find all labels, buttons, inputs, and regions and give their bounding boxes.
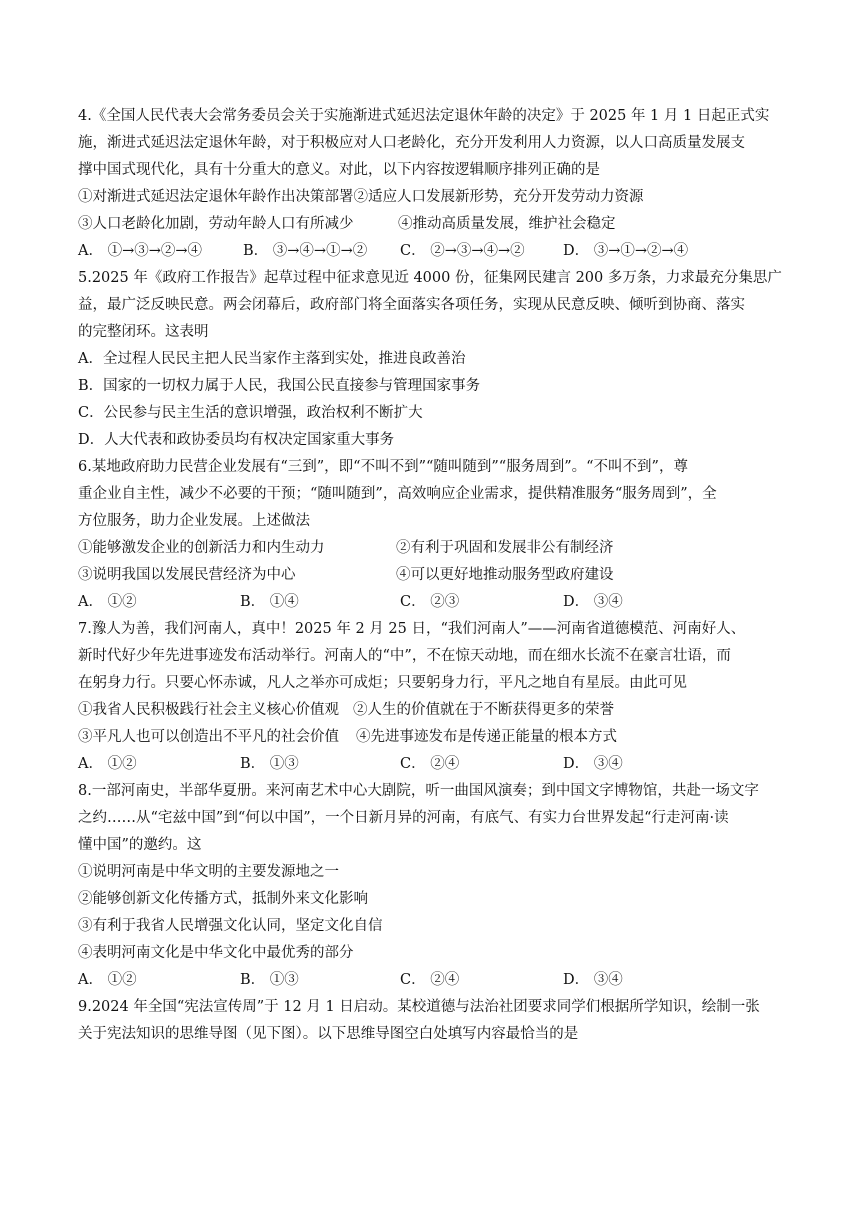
question-4-items-row: [78, 211, 784, 238]
question-8-item-1: ①说明河南是中华文明的主要发源地之一: [78, 864, 339, 880]
question-6-item-3: ③说明我国以发展民营经济为中心: [78, 567, 296, 583]
question-5-stem-line-1: 5.2025 年《政府工作报告》起草过程中征求意见近 4000 份，征集网民建言 200 多万条，力求最充分集思广: [78, 270, 782, 286]
question-7-option-a[interactable]: A． ①②: [78, 756, 137, 772]
question-8-option-d[interactable]: D． ③④: [563, 972, 623, 988]
question-9: [78, 994, 784, 1048]
question-6-option-c[interactable]: C． ②③: [400, 594, 460, 610]
question-7-stem-line-1: 7.豫人为善，我们河南人，真中！2025 年 2 月 25 日，“我们河南人”——河南省道德模范、河南好人、: [78, 621, 746, 637]
question-8-stem-line-2: 之约……从“宅兹中国”到“何以中国”，一个日新月异的河南，有底气、有实力台世界发起“行走河南·读: [78, 810, 729, 826]
question-5-stem-line-2: 益，最广泛反映民意。两会闭幕后，政府部门将全面落实各项任务，实现从民意反映、倾听到协商、落实: [78, 297, 745, 313]
question-6-stem-line-1: 6.某地政府助力民营企业发展有“三到”，即“不叫不到”“随叫随到”“服务周到”。“不叫不到”，尊: [78, 459, 688, 475]
question-5-choice-a[interactable]: A．全过程人民民主把人民当家作主落到实处，推进良政善治: [78, 351, 466, 367]
question-6-item-2: ②有利于巩固和发展非公有制经济: [396, 540, 614, 556]
question-8-item-3: ③有利于我省人民增强文化认同，坚定文化自信: [78, 918, 383, 934]
question-4-item-1-2: ①对渐进式延迟法定退休年龄作出决策部署②适应人口发展新形势，充分开发劳动力资源: [78, 189, 644, 205]
question-4-stem-line-3: 撑中国式现代化，具有十分重大的意义。对此，以下内容按逻辑顺序排列正确的是: [78, 162, 600, 178]
question-6-item-4: ④可以更好地推动服务型政府建设: [396, 567, 614, 583]
question-5: [78, 265, 784, 454]
question-8-item-4: ④表明河南文化是中华文化中最优秀的部分: [78, 945, 354, 961]
question-6-options: [78, 589, 784, 616]
question-8-options: [78, 967, 784, 994]
question-4-item-4: ④推动高质量发展，维护社会稳定: [398, 216, 616, 232]
question-5-choice-d[interactable]: D．人大代表和政协委员均有权决定国家重大事务: [78, 432, 395, 448]
question-7-option-d[interactable]: D． ③④: [563, 756, 623, 772]
question-8: [78, 778, 784, 994]
question-7-item-2: ②人生的价值就在于不断获得更多的荣誉: [353, 702, 614, 718]
question-7-stem-line-2: 新时代好少年先进事迹发布活动举行。河南人的“中”，不在惊天动地，而在细水长流不在豪言壮语，而: [78, 648, 731, 664]
question-5-stem-line-3: 的完整闭环。这表明: [78, 324, 209, 340]
question-7: [78, 616, 784, 778]
question-6-item-1: ①能够激发企业的创新活力和内生动力: [78, 540, 325, 556]
question-4-option-c[interactable]: C． ②→③→④→②: [400, 243, 525, 259]
question-7-stem-line-3: 在躬身力行。只要心怀赤诚，凡人之举亦可成炬；只要躬身力行，平凡之地自有星辰。由此可见: [78, 675, 687, 691]
question-6-option-a[interactable]: A． ①②: [78, 594, 137, 610]
question-4-stem-line-2: 施，渐进式延迟法定退休年龄，对于积极应对人口老龄化，充分开发利用人力资源，以人口高质量发展支: [78, 135, 745, 151]
question-4-option-b[interactable]: B． ③→④→①→②: [243, 243, 368, 259]
question-4: [78, 103, 784, 265]
question-4-option-d[interactable]: D． ③→①→②→④: [563, 243, 689, 259]
question-8-option-b[interactable]: B． ①③: [240, 972, 299, 988]
question-8-stem-line-3: 懂中国”的邀约。这: [78, 837, 202, 853]
question-6-items-row-1: [78, 535, 784, 562]
question-9-stem-line-2: 关于宪法知识的思维导图（见下图）。以下思维导图空白处填写内容最恰当的是: [78, 1026, 579, 1042]
question-4-stem-line-1: 4.《全国人民代表大会常务委员会关于实施渐进式延迟法定退休年龄的决定》于 2025 年 1 月 1 日起正式实: [78, 108, 770, 124]
question-5-choice-b[interactable]: B．国家的一切权力属于人民，我国公民直接参与管理国家事务: [78, 378, 481, 394]
question-8-item-2: ②能够创新文化传播方式，抵制外来文化影响: [78, 891, 368, 907]
question-7-items-row-2: [78, 724, 784, 751]
question-7-options: [78, 751, 784, 778]
question-4-item-3: ③人口老龄化加剧，劳动年龄人口有所减少: [78, 216, 354, 232]
question-list: [78, 103, 784, 1048]
question-9-stem-line-1: 9.2024 年全国“宪法宣传周”于 12 月 1 日启动。某校道德与法治社团要求同学们根据所学知识，绘制一张: [78, 999, 760, 1015]
question-7-item-3: ③平凡人也可以创造出不平凡的社会价值: [78, 729, 339, 745]
question-6: [78, 454, 784, 616]
question-6-stem-line-2: 重企业自主性，减少不必要的干预；“随叫随到”，高效响应企业需求，提供精准服务“服务周到”，全: [78, 486, 717, 502]
question-7-items-row-1: [78, 697, 784, 724]
question-6-option-b[interactable]: B． ①④: [240, 594, 299, 610]
question-7-option-b[interactable]: B． ①③: [240, 756, 299, 772]
question-7-option-c[interactable]: C． ②④: [400, 756, 460, 772]
question-5-choice-c[interactable]: C．公民参与民主生活的意识增强，政治权利不断扩大: [78, 405, 423, 421]
question-8-option-a[interactable]: A． ①②: [78, 972, 137, 988]
question-6-stem-line-3: 方位服务，助力企业发展。上述做法: [78, 513, 310, 529]
question-7-item-1: ①我省人民积极践行社会主义核心价值观: [78, 702, 339, 718]
question-8-stem-line-1: 8.一部河南史，半部华夏册。来河南艺术中心大剧院，听一曲国风演奏；到中国文字博物馆，共赴一场文字: [78, 783, 759, 799]
question-7-item-4: ④先进事迹发布是传递正能量的根本方式: [356, 729, 617, 745]
question-8-option-c[interactable]: C． ②④: [400, 972, 460, 988]
question-6-items-row-2: [78, 562, 784, 589]
question-6-option-d[interactable]: D． ③④: [563, 594, 623, 610]
question-4-option-a[interactable]: A． ①→③→②→④: [78, 243, 203, 259]
question-4-options: [78, 238, 784, 265]
